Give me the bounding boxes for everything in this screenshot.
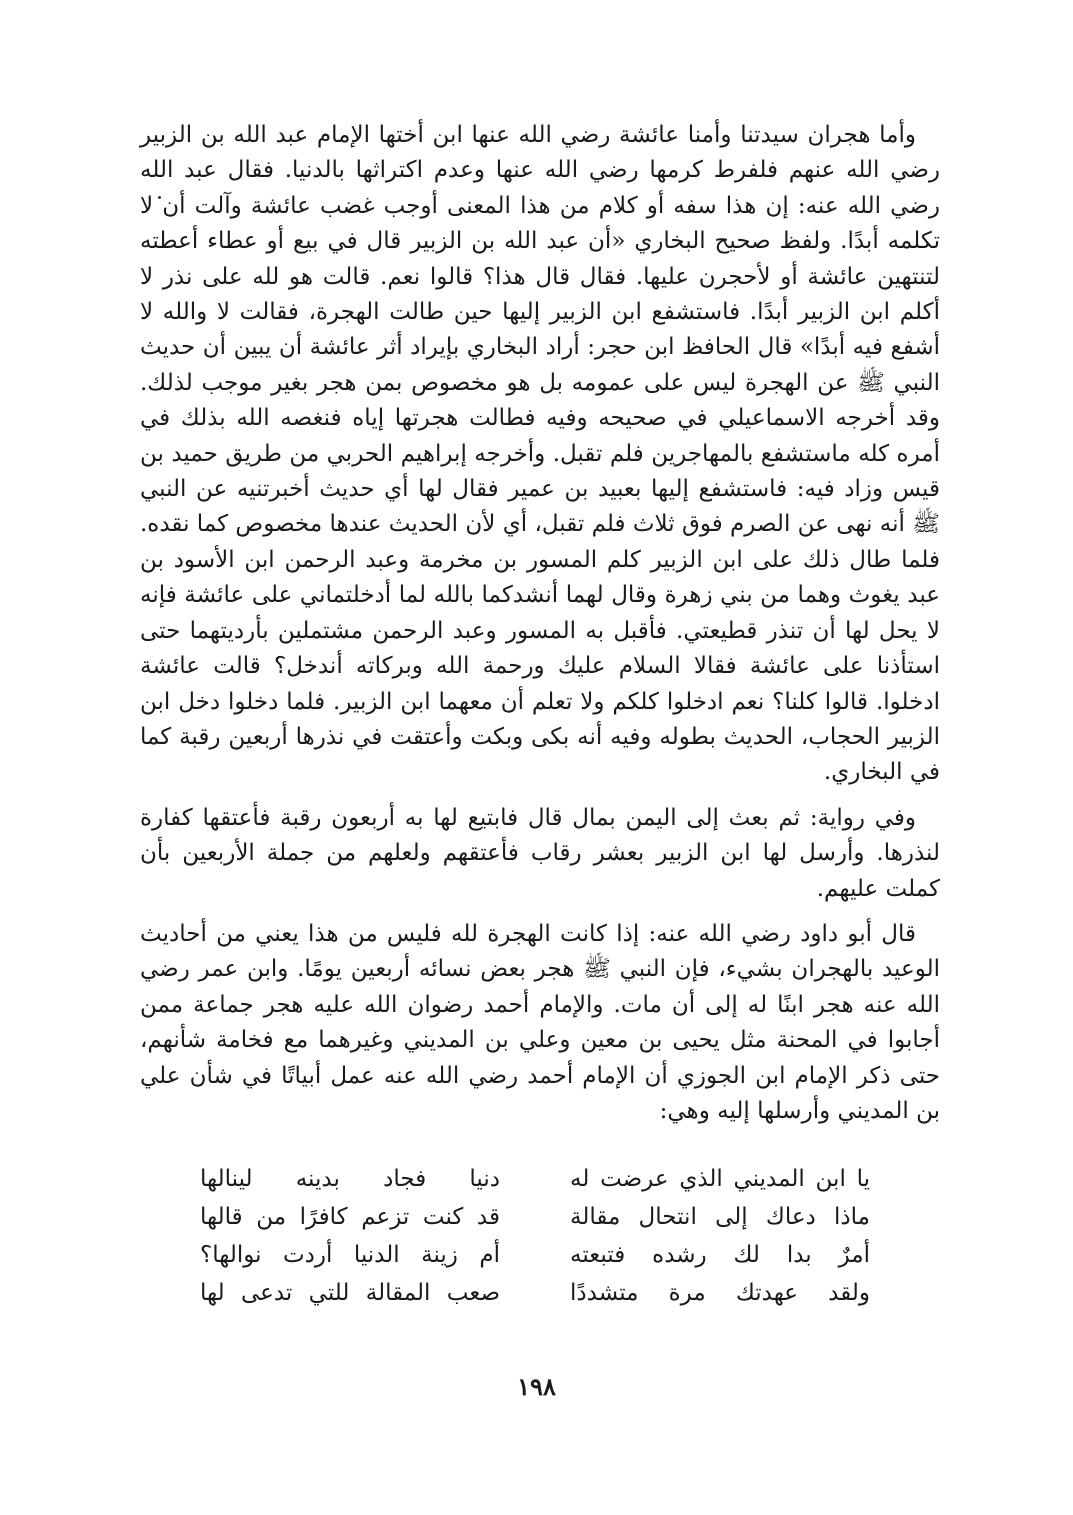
poem <box>200 1160 870 1312</box>
verse-first-hemistich: أمرٌ بدا لك رشده فتبعته <box>570 1242 870 1268</box>
verse-first-hemistich: ماذا دعاك إلى انتحال مقالة <box>570 1204 870 1230</box>
verse-second-hemistich: صعب المقالة للتي تدعى لها <box>200 1280 500 1306</box>
verse-second-hemistich: قد كنت تزعم كافرًا من قالها <box>200 1204 500 1230</box>
page-number: ١٩٨ <box>517 1372 556 1401</box>
verse-second-hemistich: دنيا فجاد بدينه لينالها <box>200 1166 500 1192</box>
verse-first-hemistich: يا ابن المديني الذي عرضت له <box>570 1166 870 1192</box>
verse-first-hemistich: ولقد عهدتك مرة متشددًا <box>570 1280 870 1306</box>
paragraph-riwaya: وفي رواية: ثم بعث إلى اليمن بمال قال فابتيع لها به أربعون رقبة فأعتقها كفارة لنذرها. وأرسل لها ابن الزبير بعشر رقاب فأعتقهم ولعلهم من جملة الأربعين بأن كملت عليهم. <box>140 804 940 902</box>
poem-verse <box>200 1236 870 1274</box>
paragraph-abu-dawud: قال أبو داود رضي الله عنه: إذا كانت الهجرة لله فليس من هذا يعني من أحاديث الوعيد بالهجران بشيء، فإن النبي ﷺ هجر بعض نسائه أربعين يومًا. وابن عمر رضي الله عنه هجر ابنًا له إلى أن مات. والإمام أحمد رضوان الله عليه هجر جماعة ممن أجابوا في المحنة مثل يحيى بن معين وعلي بن المديني وغيرهما مع فخامة شأنهم، حتى ذكر الإمام ابن الجوزي أن الإمام أحمد رضي الله عنه عمل أبياتًا في شأن علي بن المديني وأرسلها إليه وهي: <box>140 920 940 1124</box>
poem-verse <box>200 1198 870 1236</box>
verse-second-hemistich: أم زينة الدنيا أردت نوالها؟ <box>200 1242 500 1268</box>
body-text <box>140 118 940 1129</box>
poem-verse <box>200 1274 870 1312</box>
poem-verse <box>200 1160 870 1198</box>
paragraph-hijran-aisha: وأما هجران سيدتنا وأمنا عائشة رضي الله عنها ابن أختها الإمام عبد الله بن الزبير رضي الله عنهم فلفرط كرمها رضي الله عنها وعدم اكتراثها بالدنيا. فقال عبد الله رضي الله عنه: إن هذا سفه أو كلام من هذا المعنى أوجب غضب عائشة وآلت أن لا تكلمه أبدًا. ولفظ صحيح البخاري «أن عبد الله بن الزبير قال في بيع أو عطاء أعطته لتنتهين عائشة أو لأحجرن عليها. فقال قال هذا؟ قالوا نعم. قالت هو لله على نذر لا أكلم ابن الزبير أبدًا. فاستشفع ابن الزبير إليها حين طالت الهجرة، فقالت لا والله لا أشفع فيه أبدًا» قال الحافظ ابن حجر: أراد البخاري بإيراد أثر عائشة أن يبين أن حديث النبي ﷺ عن الهجرة ليس على عمومه بل هو مخصوص بمن هجر بغير موجب لذلك. وقد أخرجه الاسماعيلي في صحيحه وفيه فطالت هجرتها إياه فنغصه الله بذلك في أمره كله ماستشفع بالمهاجرين فلم تقبل. وأخرجه إبراهيم الحربي من طريق حميد بن قيس وزاد فيه: فاستشفع إليها بعبيد بن عمير فقال لها أي حديث أخبرتنيه عن النبي ﷺ أنه نهى عن الصرم فوق ثلاث فلم تقبل، أي لأن الحديث عندها مخصوص كما نقده. فلما طال ذلك على ابن الزبير كلم المسور بن مخرمة وعبد الرحمن ابن الأسود بن عبد يغوث وهما من بني زهرة وقال لهما أنشدكما بالله لما أدخلتماني على عائشة فإنه لا يحل لها أن تنذر قطيعتي. فأقبل به المسور وعبد الرحمن مشتملين بأرديتهما حتى استأذنا على عائشة فقالا السلام عليك ورحمة الله وبركاته أندخل؟ قالت عائشة ادخلوا. قالوا كلنا؟ نعم ادخلوا كلكم ولا تعلم أن معهما ابن الزبير. فلما دخلوا دخل ابن الزبير الحجاب، الحديث بطوله وفيه أنه بكى وبكت وأعتقت في نذرها أربعين رقبة كما في البخاري. <box>140 122 940 786</box>
